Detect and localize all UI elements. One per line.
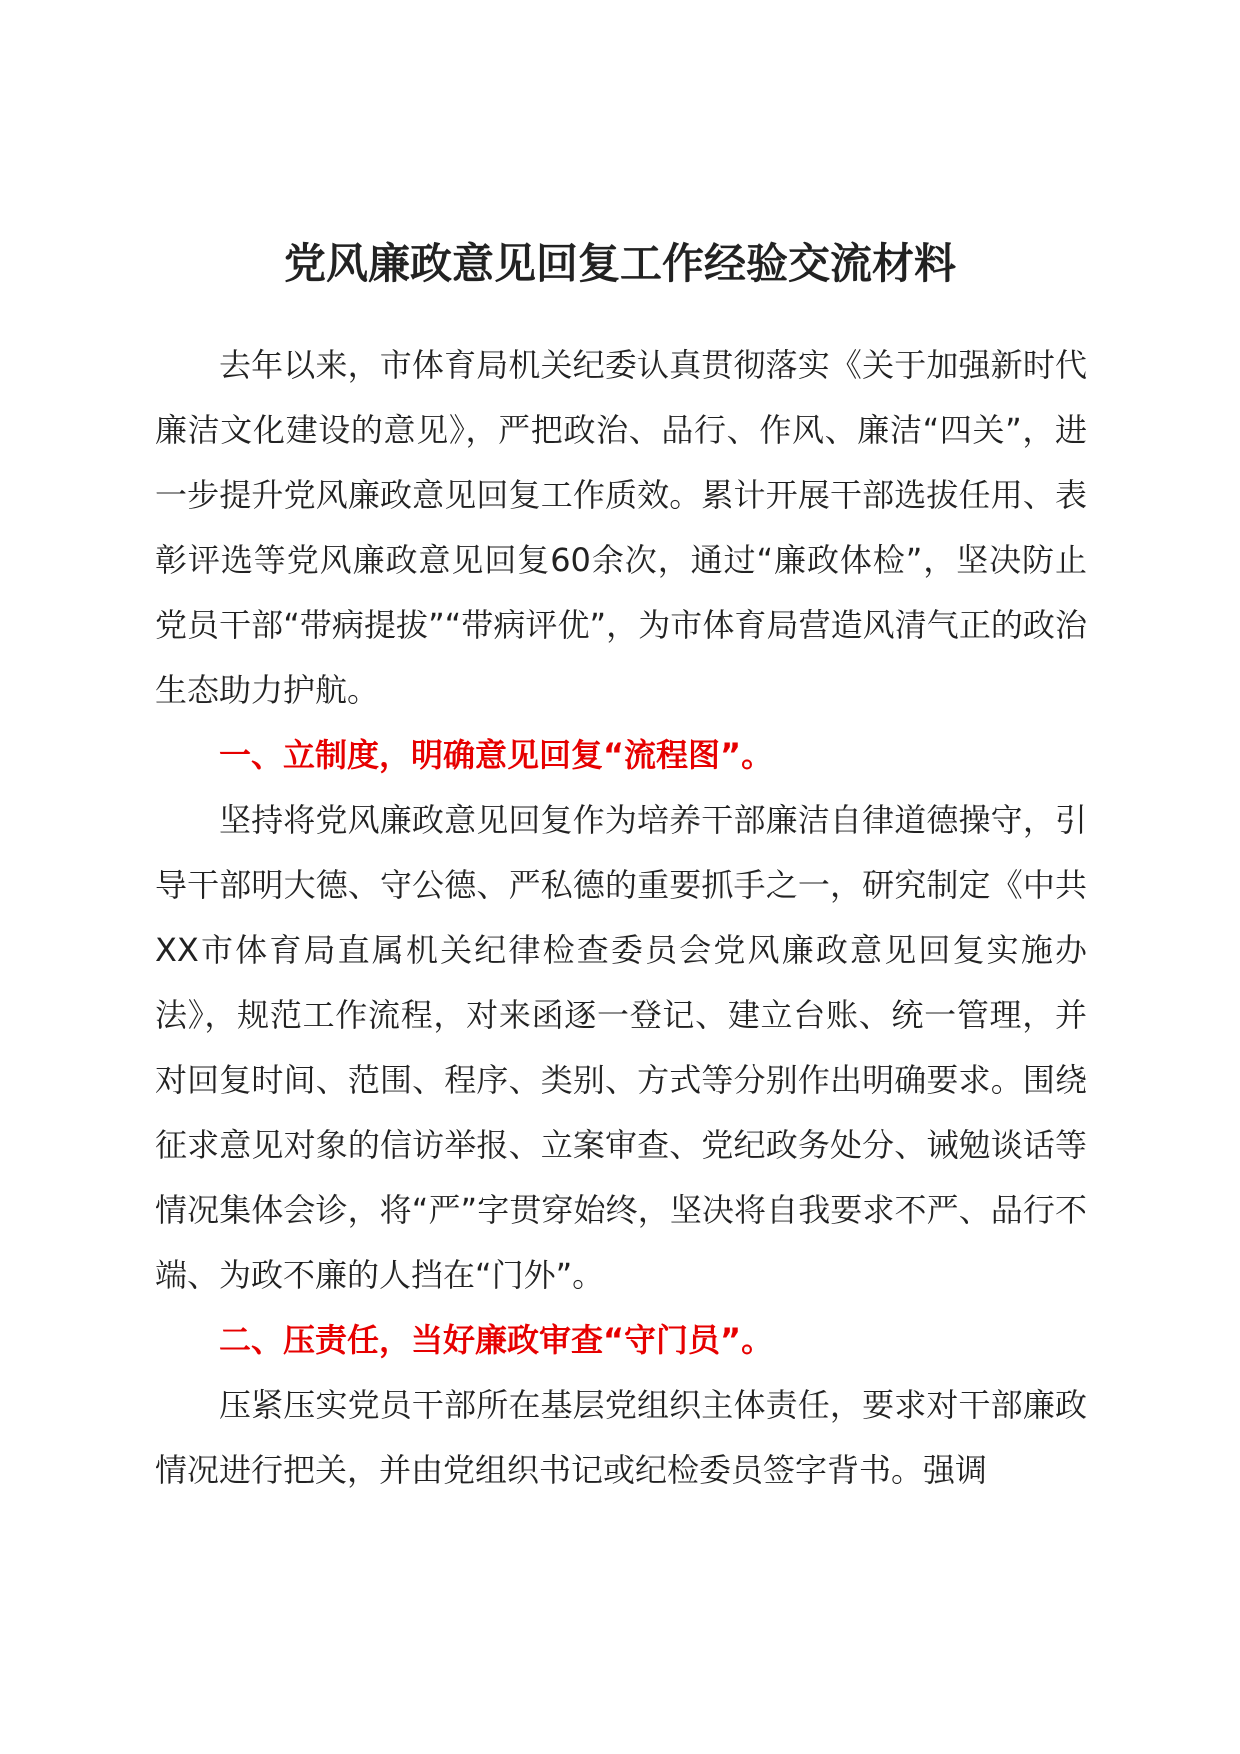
section-1-paragraph: 坚持将党风廉政意见回复作为培养干部廉洁自律道德操守，引导干部明大德、守公德、严私德的重要抓手之一，研究制定《中共XX市体育局直属机关纪律检查委员会党风廉政意见回复实施办法》，规范工作流程，对来函逐一登记、建立台账、统一管理，并对回复时间、范围、程序、类别、方式等分别作出明确要求。围绕征求意见对象的信访举报、立案审查、党纪政务处分、诫勉谈话等情况集体会诊，将“严”字贯穿始终，坚决将自我要求不严、品行不端、为政不廉的人挡在“门外”。 (155, 801, 1087, 1294)
document-title: 党风廉政意见回复工作经验交流材料 (283, 239, 956, 288)
section-heading-2: 二、压责任，当好廉政审查“守门员”。 (219, 1321, 774, 1359)
section-2-paragraph: 压紧压实党员干部所在基层党组织主体责任，要求对干部廉政情况进行把关，并由党组织书记或纪检委员签字背书。强调 (155, 1386, 1087, 1489)
section-heading-1: 一、立制度，明确意见回复“流程图”。 (219, 736, 774, 774)
intro-paragraph: 去年以来，市体育局机关纪委认真贯彻落实《关于加强新时代廉洁文化建设的意见》，严把政治、品行、作风、廉洁“四关”，进一步提升党风廉政意见回复工作质效。累计开展干部选拔任用、表彰评选等党风廉政意见回复60余次，通过“廉政体检”，坚决防止党员干部“带病提拔”“带病评优”，为市体育局营造风清气正的政治生态助力护航。 (155, 346, 1087, 709)
document-body (155, 333, 1087, 1503)
